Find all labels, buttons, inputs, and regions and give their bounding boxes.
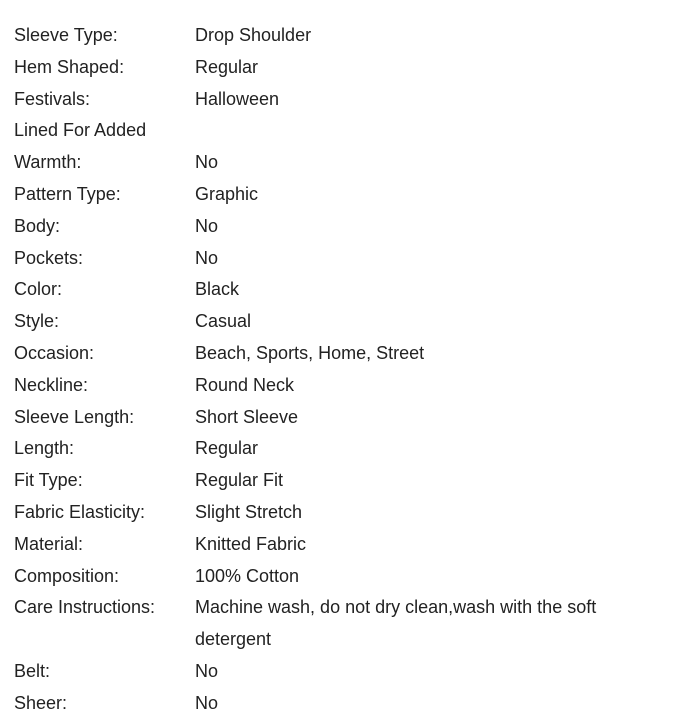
spec-value: Round Neck (195, 374, 295, 395)
spec-label: Fit Type: (14, 470, 83, 491)
spec-value: Drop Shoulder (195, 25, 312, 45)
spec-row-color (14, 274, 674, 306)
spec-value: No (195, 692, 219, 713)
spec-label: Sleeve Length: (14, 406, 135, 427)
spec-row-pattern-type (14, 179, 674, 211)
spec-value: Slight Stretch (195, 501, 303, 522)
spec-value: No (195, 152, 219, 173)
spec-label: Color: (14, 279, 63, 300)
spec-value: Regular Fit (195, 470, 284, 491)
spec-row-length (14, 433, 674, 465)
spec-value: Graphic (195, 183, 259, 204)
spec-row-fit-type (14, 465, 674, 497)
spec-value: No (195, 660, 219, 681)
spec-row-neckline (14, 370, 674, 402)
spec-label: Sleeve Type: (14, 25, 118, 45)
spec-row-care-instructions (14, 592, 674, 656)
spec-row-body (14, 211, 674, 243)
spec-label: Lined For Added Warmth: (14, 120, 147, 173)
spec-value: Halloween (195, 88, 280, 109)
spec-value: 100% Cotton (195, 565, 300, 586)
spec-row-festivals (14, 84, 674, 116)
spec-label: Fabric Elasticity: (14, 501, 146, 522)
spec-label: Style: (14, 311, 60, 332)
spec-row-lined-for-added-warmth (14, 115, 674, 179)
spec-value: Casual (195, 311, 252, 332)
spec-label: Material: (14, 533, 84, 554)
spec-label: Body: (14, 215, 61, 236)
spec-label: Length: (14, 438, 75, 459)
spec-row-sleeve-type (14, 20, 674, 52)
spec-row-belt (14, 656, 674, 688)
spec-label: Pattern Type: (14, 183, 121, 204)
spec-label: Occasion: (14, 342, 95, 363)
spec-value: Regular (195, 438, 259, 459)
spec-label: Belt: (14, 660, 51, 681)
spec-label: Pockets: (14, 247, 84, 268)
spec-label: Neckline: (14, 374, 89, 395)
spec-value: Short Sleeve (195, 406, 299, 427)
spec-row-sheer (14, 688, 674, 720)
spec-row-sleeve-length (14, 402, 674, 434)
spec-label: Composition: (14, 565, 120, 586)
spec-row-occasion (14, 338, 674, 370)
spec-value: Machine wash, do not dry clean,wash with the soft detergent (195, 597, 597, 650)
spec-row-composition (14, 561, 674, 593)
product-spec-list (14, 20, 674, 720)
spec-value: Knitted Fabric (195, 533, 307, 554)
spec-label: Festivals: (14, 88, 91, 109)
spec-row-style (14, 306, 674, 338)
spec-value: No (195, 247, 219, 268)
spec-row-fabric-elasticity (14, 497, 674, 529)
spec-row-hem-shaped (14, 52, 674, 84)
spec-value: No (195, 215, 219, 236)
spec-row-pockets (14, 243, 674, 275)
spec-value: Beach, Sports, Home, Street (195, 342, 425, 363)
spec-label: Care Instructions: (14, 597, 156, 618)
spec-label: Sheer: (14, 692, 68, 713)
spec-value: Black (195, 279, 240, 300)
spec-row-material (14, 529, 674, 561)
spec-label: Hem Shaped: (14, 56, 125, 77)
spec-value: Regular (195, 56, 259, 77)
